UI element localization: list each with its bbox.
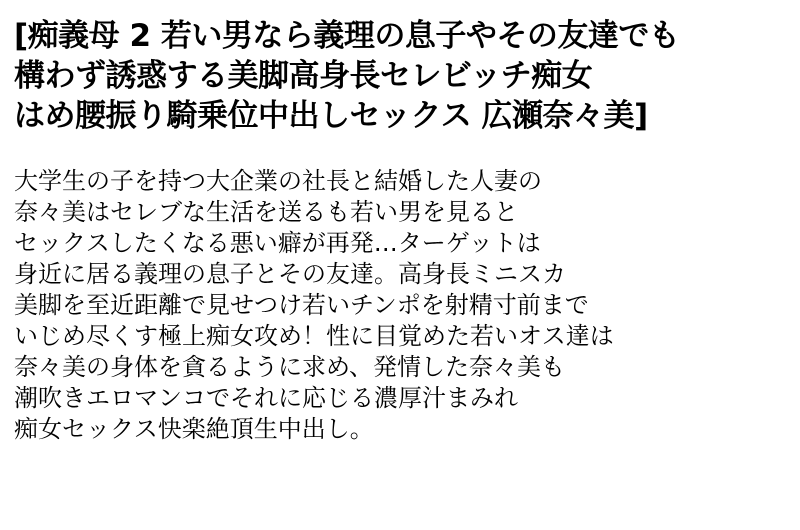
body-line: いじめ尽くす極上痴女攻め！性に目覚めた若いオス達は xyxy=(14,322,614,350)
body-line: 潮吹きエロマンコでそれに応じる濃厚汁まみれ xyxy=(14,384,518,412)
body-line: 美脚を至近距離で見せつけ若いチンポを射精寸前まで xyxy=(14,291,589,319)
body-line: セックスしたくなる悪い癖が再発…ターゲットは xyxy=(14,229,541,257)
title-line: 構わず誘惑する美脚高身長セレビッチ痴女 xyxy=(14,58,593,94)
body-line: 奈々美はセレブな生活を送るも若い男を見ると xyxy=(14,198,518,226)
body-line: 身近に居る義理の息子とその友達。高身長ミニスカ xyxy=(14,260,566,288)
body-block xyxy=(14,166,786,445)
body-line: 大学生の子を持つ大企業の社長と結婚した人妻の xyxy=(14,167,542,195)
title-line: はめ腰振り騎乗位中出しセックス 広瀬奈々美] xyxy=(14,98,648,134)
title-line: [痴義母 2 若い男なら義理の息子やその友達でも xyxy=(14,18,680,54)
body-line: 痴女セックス快楽絶頂生中出し。 xyxy=(14,415,374,443)
body-line: 奈々美の身体を貪るように求め、発情した奈々美も xyxy=(14,353,566,381)
title-block xyxy=(14,16,786,136)
